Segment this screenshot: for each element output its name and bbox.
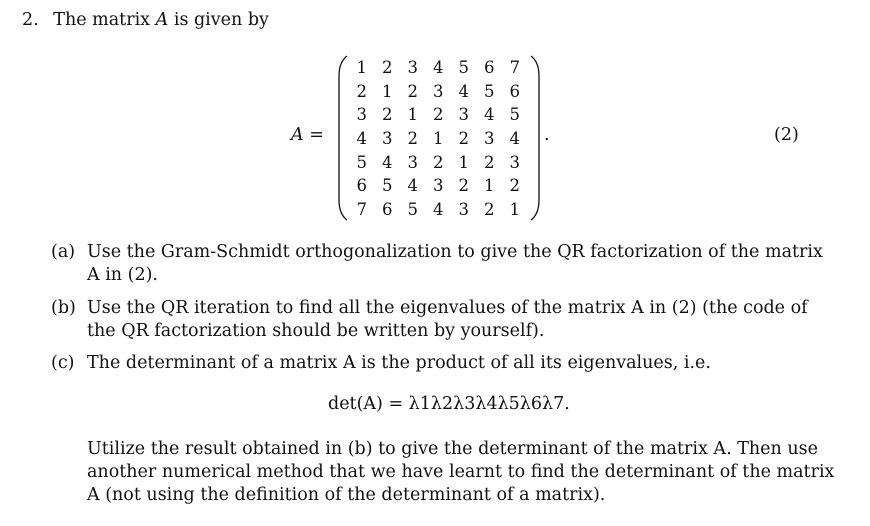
part-c-line1: The determinant of a matrix A is the product of all its eigenvalues, i.e.	[87, 353, 711, 373]
matrix-cell: 1	[458, 152, 469, 172]
matrix-cell: 2	[484, 200, 495, 220]
matrix-cell: 3	[382, 129, 393, 149]
equation-number: (2)	[774, 125, 799, 145]
matrix-cell: 2	[382, 105, 393, 125]
matrix-cell: 3	[458, 200, 469, 220]
matrix-grid	[349, 56, 528, 222]
part-c-para-line1: Utilize the result obtained in (b) to give the determinant of the matrix A. Then use	[87, 439, 818, 459]
matrix-cell: 2	[382, 58, 393, 77]
matrix-cell: 2	[484, 152, 495, 172]
matrix-cell: 5	[509, 105, 520, 125]
matrix-cell: 4	[509, 129, 520, 149]
matrix-cell: 2	[458, 176, 469, 196]
matrix-cell: 3	[458, 105, 469, 125]
matrix-cell: 2	[433, 105, 444, 125]
matrix-cell: 3	[356, 105, 367, 125]
matrix-cell: 2	[509, 176, 520, 196]
matrix-cell: 6	[356, 176, 367, 196]
matrix-cell: 6	[484, 58, 495, 77]
problem-intro-prefix: The matrix	[53, 10, 151, 30]
matrix-cell: 2	[407, 129, 418, 149]
matrix-cell: 2	[458, 129, 469, 149]
part-a-label: (a)	[51, 242, 76, 262]
matrix-cell: 6	[382, 200, 393, 220]
matrix-lhs: A =	[291, 125, 324, 145]
matrix-cell: 4	[433, 58, 444, 77]
matrix-cell: 3	[407, 152, 418, 172]
matrix-period: .	[544, 125, 550, 145]
part-a-line2: A in (2).	[87, 265, 158, 285]
problem-intro-suffix: is given by	[173, 10, 269, 30]
matrix-cell: 7	[356, 200, 367, 220]
part-b-line2: the QR factorization should be written by yourself).	[87, 321, 545, 341]
problem-heading	[22, 10, 269, 30]
matrix-cell: 2	[433, 152, 444, 172]
matrix-cell: 4	[433, 200, 444, 220]
matrix-cell: 1	[433, 129, 444, 149]
problem-number: 2.	[22, 10, 39, 30]
matrix-cell: 3	[433, 176, 444, 196]
matrix-A	[337, 54, 541, 222]
matrix-cell: 2	[356, 81, 367, 101]
matrix-cell: 5	[407, 200, 418, 220]
problem-intro-var: A	[155, 10, 169, 30]
part-b-line1: Use the QR iteration to find all the eigenvalues of the matrix A in (2) (the code of	[87, 298, 808, 318]
matrix-cell: 6	[509, 81, 520, 101]
matrix-cell: 1	[509, 200, 520, 220]
part-c-para-line2: another numerical method that we have learnt to find the determinant of the matrix	[87, 462, 835, 482]
matrix-cell: 3	[509, 152, 520, 172]
right-paren	[529, 54, 541, 222]
matrix-cell: 5	[356, 152, 367, 172]
matrix-cell: 3	[433, 81, 444, 101]
matrix-cell: 7	[509, 58, 520, 77]
determinant-formula: det(A) = λ1λ2λ3λ4λ5λ6λ7.	[328, 394, 570, 414]
matrix-cell: 4	[484, 105, 495, 125]
matrix-cell: 2	[407, 81, 418, 101]
matrix-cell: 5	[458, 58, 469, 77]
matrix-cell: 4	[458, 81, 469, 101]
matrix-cell: 1	[484, 176, 495, 196]
matrix-cell: 3	[484, 129, 495, 149]
part-b-label: (b)	[51, 298, 76, 318]
part-c-label: (c)	[51, 353, 75, 373]
matrix-cell: 4	[356, 129, 367, 149]
matrix-cell: 5	[382, 176, 393, 196]
matrix-cell: 1	[382, 81, 393, 101]
matrix-cell: 4	[382, 152, 393, 172]
matrix-cell: 5	[484, 81, 495, 101]
matrix-cell: 1	[407, 105, 418, 125]
part-c-para-line3: A (not using the definition of the determinant of a matrix).	[87, 485, 606, 505]
matrix-cell: 1	[356, 58, 367, 77]
matrix-cell: 4	[407, 176, 418, 196]
left-paren	[337, 54, 349, 222]
part-a-line1: Use the Gram-Schmidt orthogonalization to give the QR factorization of the matrix	[87, 242, 823, 262]
matrix-cell: 3	[407, 58, 418, 77]
